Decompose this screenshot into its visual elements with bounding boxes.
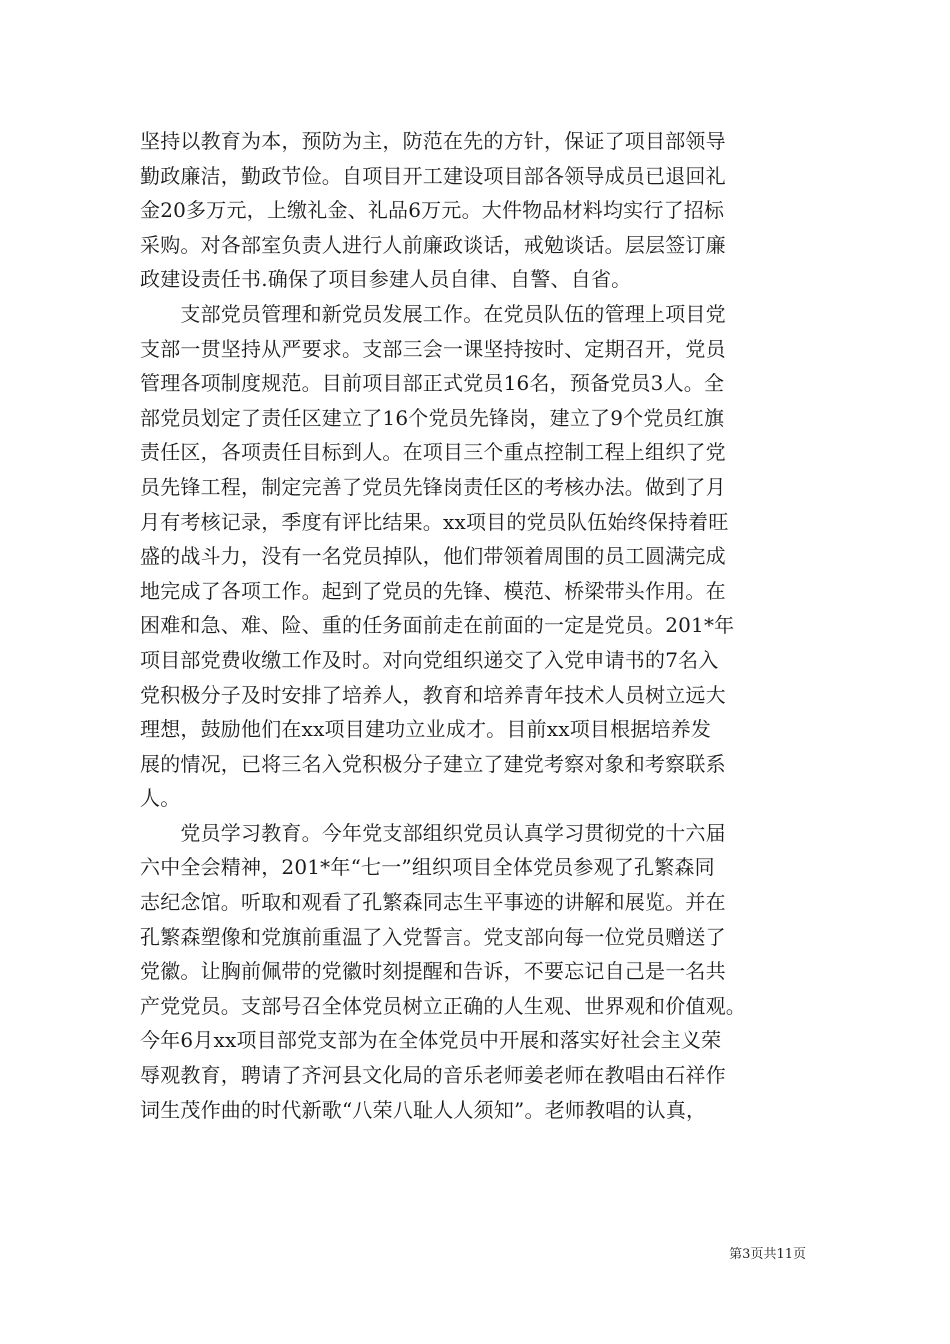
text-line: 管理各项制度规范。目前项目部正式党员16名，预备党员3人。全 <box>140 371 725 396</box>
text-line: 金20多万元，上缴礼金、礼品6万元。大件物品材料均实行了招标 <box>140 198 725 223</box>
text-line: 孔繁森塑像和党旗前重温了入党誓言。党支部向每一位党员赠送了 <box>140 924 726 949</box>
text-line: 勤政廉洁，勤政节俭。自项目开工建设项目部各领导成员已退回礼 <box>140 163 726 188</box>
text-line: 支部党员管理和新党员发展工作。在党员队伍的管理上项目党 <box>140 301 726 326</box>
text-line: 部党员划定了责任区建立了16个党员先锋岗，建立了9个党员红旗 <box>140 405 725 430</box>
text-line: 六中全会精神，201*年“七一”组织项目全体党员参观了孔繁森同 <box>140 855 715 880</box>
text-line: 支部一贯坚持从严要求。支部三会一课坚持按时、定期召开，党员 <box>140 336 726 361</box>
body-text <box>140 124 830 1127</box>
text-line: 员先锋工程，制定完善了党员先锋岗责任区的考核办法。做到了月 <box>140 474 726 499</box>
text-line: 词生茂作曲的时代新歌“八荣八耻人人须知”。老师教唱的认真， <box>140 1097 707 1122</box>
text-line: 困难和急、难、险、重的任务面前走在前面的一定是党员。201*年 <box>140 613 735 638</box>
text-line: 月有考核记录，季度有评比结果。xx项目的党员队伍始终保持着旺 <box>140 509 729 534</box>
text-line: 采购。对各部室负责人进行人前廉政谈话，戒勉谈话。层层签订廉 <box>140 232 726 257</box>
text-line: 辱观教育，聘请了齐河县文化局的音乐老师姜老师在教唱由石祥作 <box>140 1063 726 1088</box>
text-line: 志纪念馆。听取和观看了孔繁森同志生平事迹的讲解和展览。并在 <box>140 890 726 915</box>
text-line: 理想，鼓励他们在xx项目建功立业成才。目前xx项目根据培养发 <box>140 717 712 742</box>
text-line: 今年6月xx项目部党支部为在全体党员中开展和落实好社会主义荣 <box>140 1028 722 1053</box>
text-line: 展的情况，已将三名入党积极分子建立了建党考察对象和考察联系 <box>140 751 726 776</box>
text-line: 政建设责任书.确保了项目参建人员自律、自警、自省。 <box>140 267 632 292</box>
page-footer: 第3页共11页 <box>729 1247 806 1262</box>
text-line: 人。 <box>140 786 181 811</box>
text-line: 党积极分子及时安排了培养人，教育和培养青年技术人员树立远大 <box>140 682 726 707</box>
text-line: 党员学习教育。今年党支部组织党员认真学习贯彻党的十六届 <box>140 820 726 845</box>
text-line: 项目部党费收缴工作及时。对向党组织递交了入党申请书的7名入 <box>140 647 719 672</box>
text-line: 盛的战斗力，没有一名党员掉队，他们带领着周围的员工圆满完成 <box>140 544 726 569</box>
text-line: 地完成了各项工作。起到了党员的先锋、模范、桥梁带头作用。在 <box>140 578 726 603</box>
text-line: 产党党员。支部号召全体党员树立正确的人生观、世界观和价值观。 <box>140 993 746 1018</box>
text-line: 党徽。让胸前佩带的党徽时刻提醒和告诉，不要忘记自己是一名共 <box>140 959 726 984</box>
text-line: 坚持以教育为本，预防为主，防范在先的方针，保证了项目部领导 <box>140 129 726 153</box>
text-line: 责任区，各项责任目标到人。在项目三个重点控制工程上组织了党 <box>140 440 726 465</box>
